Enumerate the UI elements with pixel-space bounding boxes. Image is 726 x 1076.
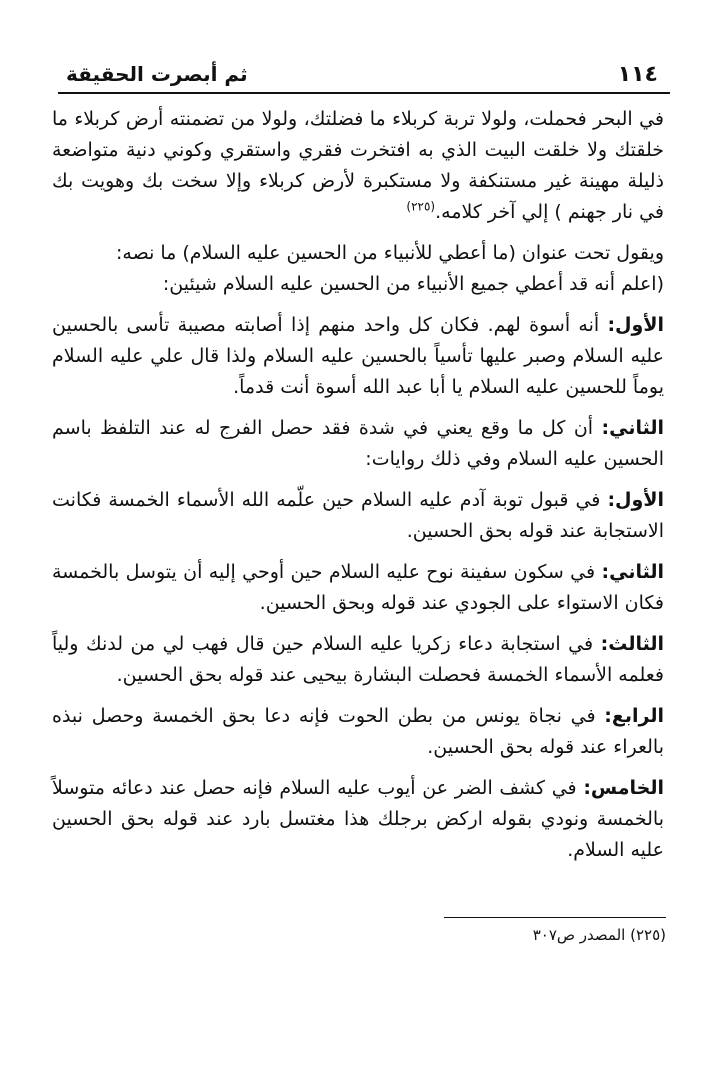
paragraph: الرابع: في نجاة يونس من بطن الحوت فإنه دعا بحق الخمسة وحصل نبذه بالعراء عند قوله بحق الحسين. (52, 705, 664, 758)
page-number: ١١٤ (617, 62, 658, 87)
paragraph: ويقول تحت عنوان (ما أعطي للأنبياء من الحسين عليه السلام) ما نصه: (116, 242, 664, 264)
paragraph: الخامس: في كشف الضر عن أيوب عليه السلام فإنه حصل عند دعائه متوسلاً بالخمسة ونودي بقوله اركض برجلك هذا مغتسل بارد عند قوله بحق الحسين عليه السلام. (52, 777, 665, 861)
page-header (60, 56, 664, 90)
page-body (52, 104, 664, 876)
paragraph: (اعلم أنه قد أعطي جميع الأنبياء من الحسين عليه السلام شيئين: (162, 273, 664, 295)
paragraph: في البحر فحملت، ولولا تربة كربلاء ما فضلتك، ولولا من تضمنته أرض كربلاء ما خلقتك ولا خلقت البيت الذي به افتخرت فقري واستقري وكوني دنية متواضعة ذليلة مهينة غير مستنكفة ولا مستكبرة لأرض كربلاء وإلا سخت بك وهويت بك في نار جهنم ) إلي آخر كلامه.$^{(٢٢٥)}$ (52, 108, 664, 223)
footnote-reference: (٢٢٥) (406, 199, 436, 214)
paragraph: الأول: أنه أسوة لهم. فكان كل واحد منهم إذا أصابته مصيبة تأسى بالحسين عليه السلام وصبر عليها تأسياً بالحسين عليه السلام ولذا قال علي عليه السلام يوماً للحسين عليه السلام يا أبا عبد الله أسوة أنت قدماً. (52, 314, 664, 398)
paragraph: الأول: في قبول توبة آدم عليه السلام حين علّمه الله الأسماء الخمسة فكانت الاستجابة عند قوله بحق الحسين. (52, 489, 664, 542)
header-divider (58, 92, 670, 94)
footnote-divider (444, 917, 666, 918)
paragraph: الثاني: في سكون سفينة نوح عليه السلام حين أوحي إليه أن يتوسل بالخمسة فكان الاستواء على الجودي عند قوله وبحق الحسين. (52, 561, 664, 614)
running-title: ثم أبصرت الحقيقة (66, 62, 248, 86)
paragraph: الثالث: في استجابة دعاء زكريا عليه السلام حين قال فهب لي من لدنك ولياً فعلمه الأسماء الخمسة فحصلت البشارة بيحيى عند قوله بحق الحسين. (52, 633, 664, 686)
footnote: (٢٢٥) المصدر ص٣٠٧ (532, 926, 666, 944)
paragraph: الثاني: أن كل ما وقع يعني في شدة فقد حصل الفرج له عند التلفظ باسم الحسين عليه السلام وفي ذلك روايات: (52, 417, 664, 470)
